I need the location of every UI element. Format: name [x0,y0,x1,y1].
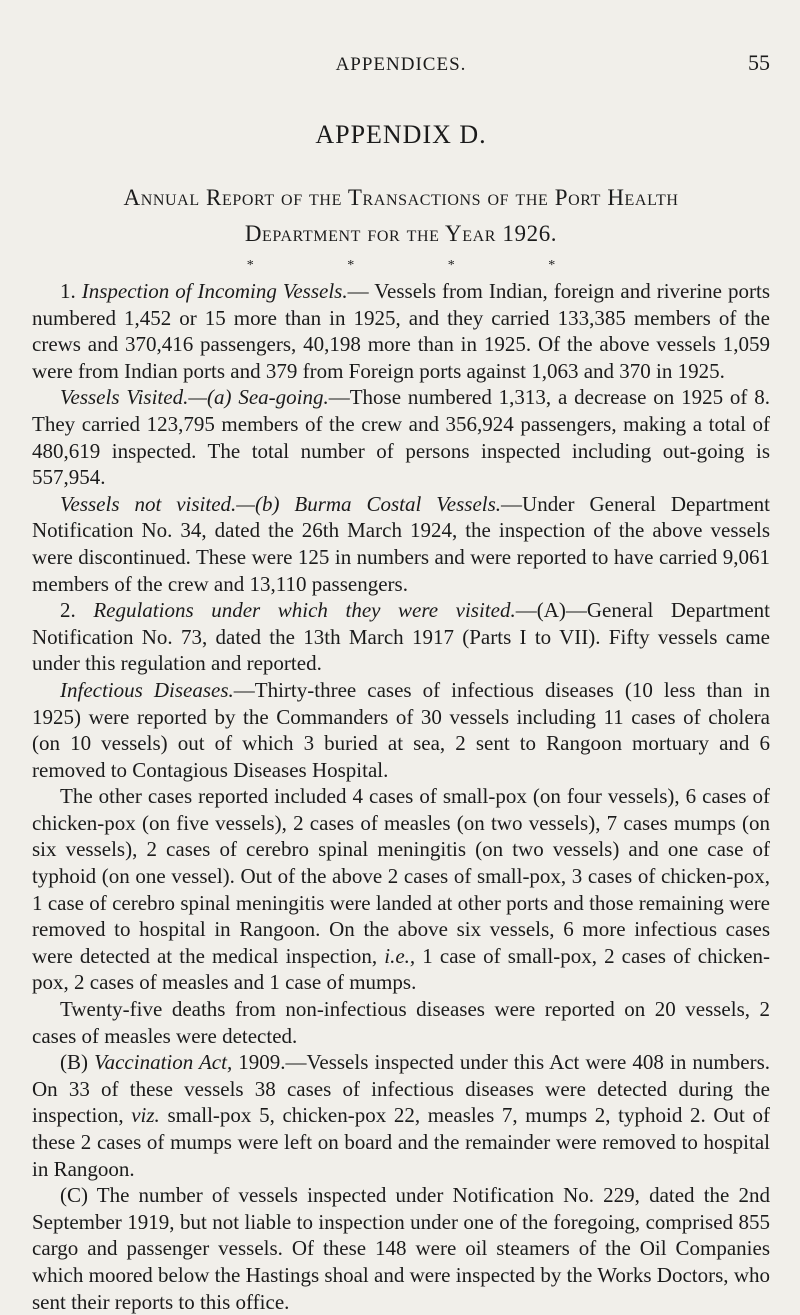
paragraph-regulations [32,597,770,677]
running-head [32,0,770,80]
paragraph-text: —Under General Department Notification No. 34, dated the 26th March 1924, the inspection of the above vessels were discontinued. These were 125 in numbers and were reported to have carried 9,061 members of the crew and 13,110 passengers. [32,491,770,596]
paragraph-text: —Thirty-three cases of infectious diseases (10 less than in 1925) were reported by the Commanders of 30 vessels including 11 cases of cholera (on 10 vessels) out of which 3 buried at sea, 2 sent to Rangoon mortuary and 6 removed to Contagious Diseases Hospital. [32,677,770,782]
paragraph-text: — Vessels from Indian, foreign and riverine ports numbered 1,452 or 15 more than in 1925, and they carried 133,385 members of the crews and 370,416 passengers, 40,198 more than in 1925. Of the above vessels 1,059 were from Indian ports and 379 from Foreign ports against 1,063 and 370 in 1925. [32,279,770,383]
paragraph-text: 1909.—Vessels inspected under this Act were 408 in numbers. On 33 of these vessels 38 cases of infectious diseases were detected during the inspection, [32,1050,770,1128]
paragraph-vessels-not-visited [32,491,770,597]
paragraph-heading: Regulations under which they were visited. [93,598,516,623]
paragraph-vessels-visited [32,384,770,490]
report-title-line-2: Department for the Year 1926. [244,221,558,246]
paragraph-heading: Inspection of Incoming Vessels. [81,279,348,303]
paragraph-deaths [32,996,770,1049]
page-number: 55 [748,50,770,75]
paragraph-vaccination-act [32,1049,770,1182]
paragraph-heading: Vaccination Act, [94,1050,233,1075]
report-body [32,278,770,1315]
appendix-title: APPENDIX D. [315,120,487,149]
paragraph-text: —Those numbered 1,313, a decrease on 1925 of 8. They carried 123,795 members of the crew and 356,924 passengers, making a total of 480,619 inspected. The total number of persons inspected including out-going is 557,954. [32,385,770,490]
paragraph-text: The other cases reported included 4 cases of small-pox (on four vessels), 6 cases of chicken-pox (on five vessels), 2 cases of measles (on two vessels), 7 cases mumps (on six vessels), 2 cases of cerebro spinal meningitis (on two vessels) and one case of typhoid (on one vessel). Out of the above 2 cases of small-pox, 3 cases of chicken-pox, 1 case of cerebro spinal meningitis were landed at other ports and those remaining were removed to hospital in Rangoon. On the above six vessels, 6 more infectious cases were detected at the medical inspection, [32,784,770,968]
paragraph-text: Twenty-five deaths from non-infectious diseases were reported on 20 vessels, 2 cases of measles were detected. [32,997,770,1048]
paragraph-heading: Infectious Diseases. [60,677,234,702]
paragraph-text-end: small-pox 5, chicken-pox 22, measles 7, mumps 2, typhoid 2. Out of these 2 cases of mumps were left on board and the remainder were removed to hospital in Rangoon. [32,1103,770,1181]
paragraph-infectious-diseases [32,677,770,783]
running-title: APPENDICES. [335,54,467,75]
paragraph-other-cases [32,783,770,996]
paragraph-heading: Vessels Visited.—(a) Sea-going. [60,385,329,410]
section-separator: * * * * [246,258,556,273]
paragraph-inspection-incoming [32,278,770,384]
paragraph-text: —(A)—General Department Notification No. 73, dated the 13th March 1917 (Parts I to VII). Fifty vessels came under this regulation and reported. [32,598,770,676]
paragraph-heading: Vessels not visited.—(b) Burma Costal Vessels. [60,491,502,516]
paragraph-abbreviation: i.e., [384,943,416,968]
paragraph-text-end: 1 case of small-pox, 2 cases of chicken-pox, 2 cases of measles and 1 case of mumps. [32,943,770,995]
paragraph-abbreviation: viz. [131,1103,160,1128]
paragraph-number: 1. [60,279,82,303]
paragraph-text: (C) The number of vessels inspected under Notification No. 229, dated the 2nd September 1919, but not liable to inspection under one of the foregoing, comprised 855 cargo and passenger vessels. Of these 148 were oil steamers of the Oil Companies which moored below the Hastings shoal and were inspected by the Works Doctors, who sent their reports to this office. [32,1183,770,1314]
paragraph-number: 2. [60,598,94,623]
paragraph-label: (B) [60,1050,95,1075]
report-title-line-1: Annual Report of the Transactions of the Port Health [123,185,679,210]
report-title [32,180,770,252]
paragraph-notification-229 [32,1182,770,1315]
